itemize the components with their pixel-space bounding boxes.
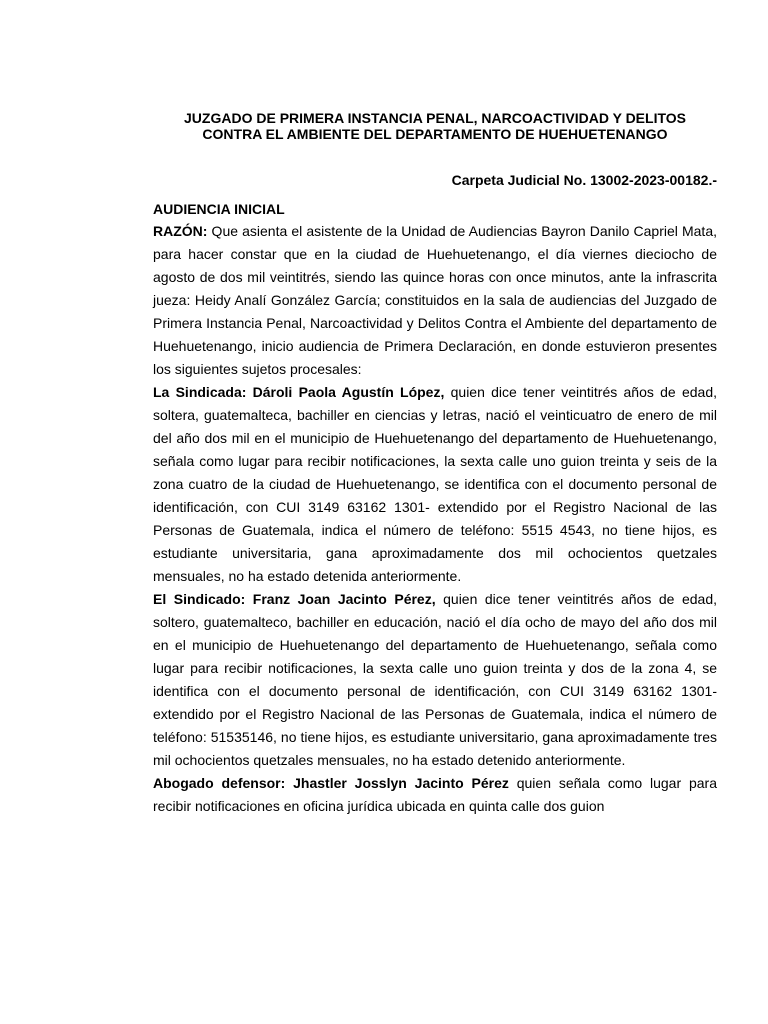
court-header-line-1: JUZGADO DE PRIMERA INSTANCIA PENAL, NARCOACTIVIDAD Y DELITOS [184,110,686,126]
paragraph-label: El Sindicado: Franz Joan Jacinto Pérez, [153,591,436,607]
case-number: Carpeta Judicial No. 13002-2023-00182.- [451,172,717,188]
paragraph-abogado-defensor [153,772,717,818]
paragraph-razon [153,220,717,381]
paragraph-text: quien señala como lugar para recibir notificaciones en oficina jurídica ubicada en quinta calle dos guion [153,775,717,814]
hearing-title: AUDIENCIA INICIAL [153,201,285,217]
paragraph-text: quien dice tener veintitrés años de edad, soltero, guatemalteco, bachiller en educación, nació el día ocho de mayo del año dos mil en el municipio de Huehuetenango del departamento de Huehuetenango, señala como lugar para recibir notificaciones, la sexta calle uno guion treinta y dos de la zona 4, se identifica con el documento personal de identificación, con CUI 3149 63162 1301- extendido por el Registro Nacional de las Personas de Guatemala, indica el número de teléfono: 51535146, no tiene hijos, es estudiante universitario, gana aproximadamente tres mil ochocientos quetzales mensuales, no ha estado detenido anteriormente. [153,591,717,768]
court-header-line-2: CONTRA EL AMBIENTE DEL DEPARTAMENTO DE HUEHUETENANGO [202,125,668,142]
court-header [150,111,720,142]
paragraph-label: RAZÓN: [153,223,208,239]
paragraph-text: quien dice tener veintitrés años de edad, soltera, guatemalteca, bachiller en ciencias y letras, nació el veinticuatro de enero de mil del año dos mil en el municipio de Huehuetenango del departamento de Huehuetenango, señala como lugar para recibir notificaciones, la sexta calle uno guion treinta y seis de la zona cuatro de la ciudad de Huehuetenango, se identifica con el documento personal de identificación, con CUI 3149 63162 1301- extendido por el Registro Nacional de las Personas de Guatemala, indica el número de teléfono: 5515 4543, no tiene hijos, es estudiante universitaria, gana aproximadamente dos mil ochocientos quetzales mensuales, no ha estado detenida anteriormente. [153,384,717,584]
paragraph-label: La Sindicada: Dároli Paola Agustín López, [153,384,445,400]
paragraph-text: Que asienta el asistente de la Unidad de Audiencias Bayron Danilo Capriel Mata, para hacer constar que en la ciudad de Huehuetenango, el día viernes dieciocho de agosto de dos mil veintitrés, siendo las quince horas con once minutos, ante la infrascrita jueza: Heidy Analí González García; constituidos en la sala de audiencias del Juzgado de Primera Instancia Penal, Narcoactividad y Delitos Contra el Ambiente del departamento de Huehuetenango, inicio audiencia de Primera Declaración, en donde estuvieron presentes los siguientes sujetos procesales: [153,223,717,377]
paragraph-sindicada [153,381,717,588]
document-body [153,220,717,818]
paragraph-sindicado [153,588,717,772]
paragraph-label: Abogado defensor: Jhastler Josslyn Jacinto Pérez [153,775,509,791]
